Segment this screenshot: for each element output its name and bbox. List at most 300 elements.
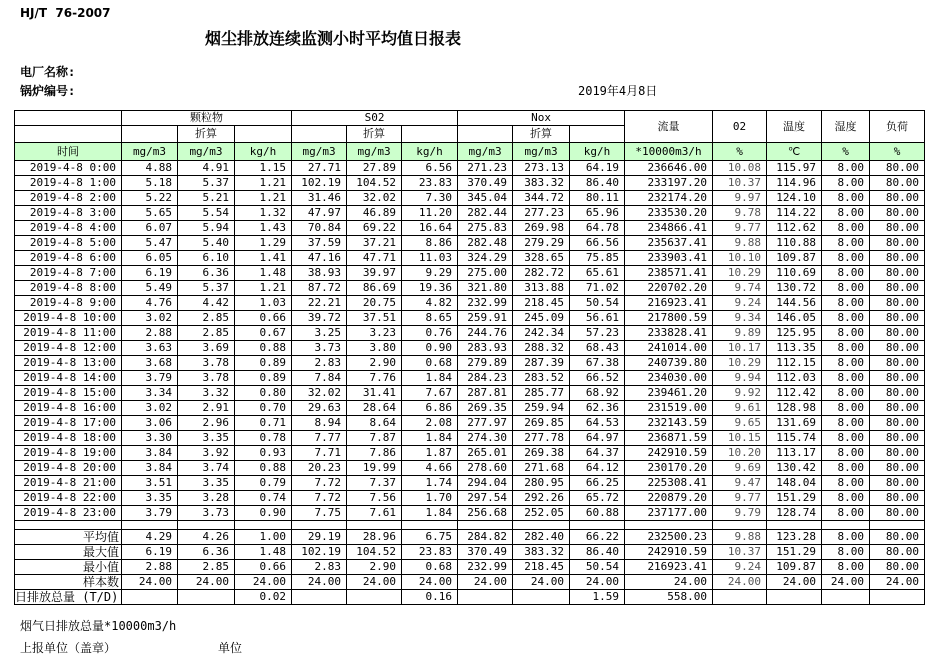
value-cell: 64.97 — [570, 431, 625, 446]
summary-value-cell: 24.00 — [570, 575, 625, 590]
spacer-cell — [235, 521, 292, 530]
summary-value-cell: 29.19 — [292, 530, 347, 545]
value-cell: 220702.20 — [625, 281, 713, 296]
time-cell: 2019-4-8 11:00 — [15, 326, 122, 341]
standard-number: HJ/T 76-2007 — [20, 6, 111, 20]
unit-nox-kgh: kg/h — [570, 143, 625, 161]
value-cell: 8.00 — [822, 341, 870, 356]
time-cell: 2019-4-8 18:00 — [15, 431, 122, 446]
value-cell: 241014.00 — [625, 341, 713, 356]
value-cell: 68.43 — [570, 341, 625, 356]
summary-value-cell — [292, 590, 347, 605]
value-cell: 239461.20 — [625, 386, 713, 401]
value-cell: 23.83 — [402, 176, 458, 191]
value-cell: 8.00 — [822, 266, 870, 281]
value-cell: 370.49 — [458, 176, 513, 191]
value-cell: 8.00 — [822, 461, 870, 476]
column-header-temp: 温度 — [767, 111, 822, 143]
column-header-load: 负荷 — [870, 111, 925, 143]
value-cell: 0.70 — [235, 401, 292, 416]
value-cell: 10.37 — [713, 176, 767, 191]
summary-value-cell: 151.29 — [767, 545, 822, 560]
value-cell: 128.98 — [767, 401, 822, 416]
value-cell: 9.79 — [713, 506, 767, 521]
summary-value-cell: 0.16 — [402, 590, 458, 605]
value-cell: 68.92 — [570, 386, 625, 401]
table-row — [15, 296, 925, 311]
unit-temp-celsius: ℃ — [767, 143, 822, 161]
value-cell: 0.71 — [235, 416, 292, 431]
value-cell: 5.22 — [122, 191, 178, 206]
time-cell: 2019-4-8 6:00 — [15, 251, 122, 266]
value-cell: 3.35 — [122, 491, 178, 506]
report-unit-label: 上报单位（盖章） — [20, 641, 117, 655]
unit-nox-mgm3: mg/m3 — [458, 143, 513, 161]
value-cell: 128.74 — [767, 506, 822, 521]
value-cell: 148.04 — [767, 476, 822, 491]
spacer-cell — [625, 521, 713, 530]
value-cell: 80.00 — [870, 206, 925, 221]
unit-so2-kgh: kg/h — [402, 143, 458, 161]
value-cell: 231519.00 — [625, 401, 713, 416]
value-cell: 321.80 — [458, 281, 513, 296]
value-cell: 8.00 — [822, 161, 870, 176]
value-cell: 7.61 — [347, 506, 402, 521]
value-cell: 80.00 — [870, 386, 925, 401]
value-cell: 7.37 — [347, 476, 402, 491]
value-cell: 113.35 — [767, 341, 822, 356]
value-cell: 287.81 — [458, 386, 513, 401]
value-cell: 10.10 — [713, 251, 767, 266]
value-cell: 20.75 — [347, 296, 402, 311]
value-cell: 1.32 — [235, 206, 292, 221]
unit-humidity-percent: % — [822, 143, 870, 161]
value-cell: 65.61 — [570, 266, 625, 281]
value-cell: 112.62 — [767, 221, 822, 236]
value-cell: 47.16 — [292, 251, 347, 266]
summary-value-cell: 23.83 — [402, 545, 458, 560]
value-cell: 5.18 — [122, 176, 178, 191]
table-body — [15, 161, 925, 605]
value-cell: 80.00 — [870, 266, 925, 281]
summary-value-cell: 80.00 — [870, 560, 925, 575]
empty-cell — [458, 126, 513, 143]
value-cell: 109.87 — [767, 251, 822, 266]
time-cell: 2019-4-8 8:00 — [15, 281, 122, 296]
value-cell: 277.97 — [458, 416, 513, 431]
value-cell: 313.88 — [513, 281, 570, 296]
value-cell: 345.04 — [458, 191, 513, 206]
value-cell: 10.17 — [713, 341, 767, 356]
value-cell: 297.54 — [458, 491, 513, 506]
header-units-row — [15, 143, 925, 161]
time-cell: 2019-4-8 4:00 — [15, 221, 122, 236]
value-cell: 22.21 — [292, 296, 347, 311]
value-cell: 146.05 — [767, 311, 822, 326]
summary-value-cell: 232.99 — [458, 560, 513, 575]
unit-pm-mgm3: mg/m3 — [122, 143, 178, 161]
summary-value-cell: 4.29 — [122, 530, 178, 545]
spacer-cell — [713, 521, 767, 530]
value-cell: 4.76 — [122, 296, 178, 311]
summary-value-cell: 66.22 — [570, 530, 625, 545]
value-cell: 0.78 — [235, 431, 292, 446]
summary-value-cell: 24.00 — [458, 575, 513, 590]
value-cell: 7.77 — [292, 431, 347, 446]
value-cell: 31.46 — [292, 191, 347, 206]
summary-value-cell: 8.00 — [822, 545, 870, 560]
value-cell: 114.96 — [767, 176, 822, 191]
value-cell: 6.10 — [178, 251, 235, 266]
value-cell: 80.00 — [870, 176, 925, 191]
summary-value-cell: 24.00 — [402, 575, 458, 590]
value-cell: 9.89 — [713, 326, 767, 341]
value-cell: 86.40 — [570, 176, 625, 191]
value-cell: 4.91 — [178, 161, 235, 176]
unit-label: 单位 — [218, 641, 243, 655]
summary-value-cell: 109.87 — [767, 560, 822, 575]
value-cell: 280.95 — [513, 476, 570, 491]
summary-value-cell: 50.54 — [570, 560, 625, 575]
page-title: 烟尘排放连续监测小时平均值日报表 — [205, 29, 462, 48]
value-cell: 31.41 — [347, 386, 402, 401]
value-cell: 0.90 — [235, 506, 292, 521]
value-cell: 64.37 — [570, 446, 625, 461]
value-cell: 0.89 — [235, 356, 292, 371]
summary-value-cell — [458, 590, 513, 605]
empty-cell — [292, 126, 347, 143]
value-cell: 328.65 — [513, 251, 570, 266]
empty-corner-cell — [15, 111, 122, 126]
value-cell: 10.29 — [713, 356, 767, 371]
value-cell: 269.35 — [458, 401, 513, 416]
value-cell: 284.23 — [458, 371, 513, 386]
spacer-row — [15, 521, 925, 530]
table-row — [15, 251, 925, 266]
value-cell: 8.00 — [822, 221, 870, 236]
summary-value-cell: 2.88 — [122, 560, 178, 575]
value-cell: 7.72 — [292, 476, 347, 491]
value-cell: 80.00 — [870, 296, 925, 311]
summary-value-cell: 80.00 — [870, 530, 925, 545]
time-cell: 2019-4-8 16:00 — [15, 401, 122, 416]
value-cell: 240739.80 — [625, 356, 713, 371]
value-cell: 37.21 — [347, 236, 402, 251]
table-row — [15, 506, 925, 521]
value-cell: 233197.20 — [625, 176, 713, 191]
value-cell: 8.64 — [347, 416, 402, 431]
value-cell: 225308.41 — [625, 476, 713, 491]
value-cell: 324.29 — [458, 251, 513, 266]
value-cell: 8.00 — [822, 296, 870, 311]
value-cell: 19.99 — [347, 461, 402, 476]
value-cell: 70.84 — [292, 221, 347, 236]
value-cell: 0.88 — [235, 461, 292, 476]
value-cell: 0.90 — [402, 341, 458, 356]
summary-value-cell: 1.59 — [570, 590, 625, 605]
value-cell: 1.84 — [402, 506, 458, 521]
value-cell: 10.15 — [713, 431, 767, 446]
summary-value-cell: 0.66 — [235, 560, 292, 575]
table-row — [15, 341, 925, 356]
value-cell: 0.88 — [235, 341, 292, 356]
value-cell: 80.00 — [870, 461, 925, 476]
value-cell: 3.35 — [178, 431, 235, 446]
value-cell: 1.15 — [235, 161, 292, 176]
value-cell: 242.34 — [513, 326, 570, 341]
value-cell: 259.94 — [513, 401, 570, 416]
summary-value-cell: 80.00 — [870, 545, 925, 560]
value-cell: 80.00 — [870, 356, 925, 371]
value-cell: 232143.59 — [625, 416, 713, 431]
converted-header-nox: 折算 — [513, 126, 570, 143]
time-cell: 2019-4-8 15:00 — [15, 386, 122, 401]
value-cell: 235637.41 — [625, 236, 713, 251]
value-cell: 6.36 — [178, 266, 235, 281]
summary-value-cell — [870, 590, 925, 605]
value-cell: 278.60 — [458, 461, 513, 476]
value-cell: 80.00 — [870, 311, 925, 326]
time-cell: 2019-4-8 0:00 — [15, 161, 122, 176]
value-cell: 6.86 — [402, 401, 458, 416]
summary-value-cell: 24.00 — [822, 575, 870, 590]
value-cell: 8.00 — [822, 401, 870, 416]
summary-value-cell: 370.49 — [458, 545, 513, 560]
value-cell: 27.71 — [292, 161, 347, 176]
value-cell: 32.02 — [292, 386, 347, 401]
time-cell: 2019-4-8 23:00 — [15, 506, 122, 521]
summary-value-cell: 24.00 — [713, 575, 767, 590]
value-cell: 3.73 — [178, 506, 235, 521]
value-cell: 8.00 — [822, 206, 870, 221]
value-cell: 0.89 — [235, 371, 292, 386]
summary-value-cell: 1.00 — [235, 530, 292, 545]
table-row — [15, 431, 925, 446]
value-cell: 216923.41 — [625, 296, 713, 311]
value-cell: 0.93 — [235, 446, 292, 461]
value-cell: 114.22 — [767, 206, 822, 221]
value-cell: 3.79 — [122, 506, 178, 521]
value-cell: 46.89 — [347, 206, 402, 221]
value-cell: 27.89 — [347, 161, 402, 176]
value-cell: 232174.20 — [625, 191, 713, 206]
value-cell: 8.00 — [822, 416, 870, 431]
spacer-cell — [15, 521, 122, 530]
value-cell: 234866.41 — [625, 221, 713, 236]
value-cell: 7.30 — [402, 191, 458, 206]
time-cell: 2019-4-8 9:00 — [15, 296, 122, 311]
value-cell: 110.88 — [767, 236, 822, 251]
value-cell: 236871.59 — [625, 431, 713, 446]
spacer-cell — [767, 521, 822, 530]
unit-nox-conv-mgm3: mg/m3 — [513, 143, 570, 161]
summary-value-cell: 8.00 — [822, 560, 870, 575]
time-cell: 2019-4-8 7:00 — [15, 266, 122, 281]
unit-so2-conv-mgm3: mg/m3 — [347, 143, 402, 161]
time-cell: 2019-4-8 10:00 — [15, 311, 122, 326]
table-row — [15, 461, 925, 476]
summary-value-cell: 6.36 — [178, 545, 235, 560]
value-cell: 1.43 — [235, 221, 292, 236]
summary-value-cell: 6.19 — [122, 545, 178, 560]
value-cell: 9.94 — [713, 371, 767, 386]
value-cell: 269.98 — [513, 221, 570, 236]
value-cell: 294.04 — [458, 476, 513, 491]
value-cell: 3.30 — [122, 431, 178, 446]
value-cell: 218.45 — [513, 296, 570, 311]
value-cell: 8.00 — [822, 446, 870, 461]
summary-value-cell: 232500.23 — [625, 530, 713, 545]
value-cell: 130.42 — [767, 461, 822, 476]
unit-so2-mgm3: mg/m3 — [292, 143, 347, 161]
empty-cell — [235, 126, 292, 143]
value-cell: 3.25 — [292, 326, 347, 341]
spacer-cell — [402, 521, 458, 530]
value-cell: 3.78 — [178, 371, 235, 386]
value-cell: 1.84 — [402, 371, 458, 386]
summary-value-cell — [347, 590, 402, 605]
summary-value-cell — [713, 590, 767, 605]
value-cell: 252.05 — [513, 506, 570, 521]
value-cell: 3.69 — [178, 341, 235, 356]
value-cell: 3.74 — [178, 461, 235, 476]
value-cell: 282.72 — [513, 266, 570, 281]
value-cell: 275.00 — [458, 266, 513, 281]
summary-value-cell: 282.40 — [513, 530, 570, 545]
value-cell: 47.71 — [347, 251, 402, 266]
value-cell: 64.53 — [570, 416, 625, 431]
value-cell: 234030.00 — [625, 371, 713, 386]
spacer-cell — [513, 521, 570, 530]
summary-value-cell: 4.26 — [178, 530, 235, 545]
value-cell: 217800.59 — [625, 311, 713, 326]
value-cell: 102.19 — [292, 176, 347, 191]
table-row — [15, 311, 925, 326]
value-cell: 236646.00 — [625, 161, 713, 176]
summary-row — [15, 545, 925, 560]
value-cell: 8.00 — [822, 476, 870, 491]
value-cell: 10.20 — [713, 446, 767, 461]
value-cell: 3.02 — [122, 401, 178, 416]
value-cell: 2.08 — [402, 416, 458, 431]
value-cell: 69.22 — [347, 221, 402, 236]
time-cell: 2019-4-8 22:00 — [15, 491, 122, 506]
value-cell: 292.26 — [513, 491, 570, 506]
summary-value-cell: 1.48 — [235, 545, 292, 560]
value-cell: 47.97 — [292, 206, 347, 221]
value-cell: 38.93 — [292, 266, 347, 281]
value-cell: 269.38 — [513, 446, 570, 461]
value-cell: 32.02 — [347, 191, 402, 206]
value-cell: 113.17 — [767, 446, 822, 461]
value-cell: 7.67 — [402, 386, 458, 401]
value-cell: 65.96 — [570, 206, 625, 221]
time-cell: 2019-4-8 3:00 — [15, 206, 122, 221]
value-cell: 3.06 — [122, 416, 178, 431]
value-cell: 80.00 — [870, 416, 925, 431]
table-row — [15, 476, 925, 491]
value-cell: 3.73 — [292, 341, 347, 356]
summary-value-cell: 123.28 — [767, 530, 822, 545]
empty-cell — [122, 126, 178, 143]
table-row — [15, 386, 925, 401]
unit-load-percent: % — [870, 143, 925, 161]
value-cell: 232.99 — [458, 296, 513, 311]
value-cell: 5.54 — [178, 206, 235, 221]
summary-value-cell: 24.00 — [292, 575, 347, 590]
value-cell: 130.72 — [767, 281, 822, 296]
value-cell: 8.65 — [402, 311, 458, 326]
summary-value-cell: 2.83 — [292, 560, 347, 575]
summary-value-cell: 86.40 — [570, 545, 625, 560]
value-cell: 86.69 — [347, 281, 402, 296]
value-cell: 56.61 — [570, 311, 625, 326]
summary-value-cell: 8.00 — [822, 530, 870, 545]
value-cell: 7.84 — [292, 371, 347, 386]
value-cell: 288.32 — [513, 341, 570, 356]
value-cell: 9.77 — [713, 221, 767, 236]
value-cell: 8.00 — [822, 176, 870, 191]
summary-value-cell: 24.00 — [178, 575, 235, 590]
value-cell: 282.44 — [458, 206, 513, 221]
value-cell: 7.75 — [292, 506, 347, 521]
value-cell: 80.00 — [870, 221, 925, 236]
value-cell: 80.00 — [870, 161, 925, 176]
time-cell: 2019-4-8 1:00 — [15, 176, 122, 191]
value-cell: 242910.59 — [625, 446, 713, 461]
value-cell: 279.29 — [513, 236, 570, 251]
value-cell: 9.74 — [713, 281, 767, 296]
time-cell: 2019-4-8 19:00 — [15, 446, 122, 461]
value-cell: 8.00 — [822, 311, 870, 326]
value-cell: 4.88 — [122, 161, 178, 176]
summary-row — [15, 590, 925, 605]
value-cell: 80.00 — [870, 281, 925, 296]
value-cell: 8.00 — [822, 386, 870, 401]
value-cell: 4.82 — [402, 296, 458, 311]
value-cell: 6.56 — [402, 161, 458, 176]
value-cell: 2.96 — [178, 416, 235, 431]
value-cell: 75.85 — [570, 251, 625, 266]
value-cell: 80.00 — [870, 236, 925, 251]
value-cell: 11.03 — [402, 251, 458, 266]
summary-row — [15, 575, 925, 590]
summary-value-cell: 104.52 — [347, 545, 402, 560]
value-cell: 245.09 — [513, 311, 570, 326]
value-cell: 115.97 — [767, 161, 822, 176]
summary-value-cell: 0.02 — [235, 590, 292, 605]
converted-header-pm: 折算 — [178, 126, 235, 143]
time-cell: 2019-4-8 12:00 — [15, 341, 122, 356]
table-row — [15, 446, 925, 461]
value-cell: 80.00 — [870, 326, 925, 341]
summary-value-cell: 2.85 — [178, 560, 235, 575]
value-cell: 7.86 — [347, 446, 402, 461]
plant-name-label: 电厂名称: — [20, 65, 76, 79]
value-cell: 8.00 — [822, 506, 870, 521]
value-cell: 112.42 — [767, 386, 822, 401]
value-cell: 19.36 — [402, 281, 458, 296]
value-cell: 0.67 — [235, 326, 292, 341]
summary-row — [15, 560, 925, 575]
value-cell: 7.71 — [292, 446, 347, 461]
value-cell: 80.00 — [870, 476, 925, 491]
summary-value-cell: 2.90 — [347, 560, 402, 575]
table-row — [15, 161, 925, 176]
summary-value-cell: 9.24 — [713, 560, 767, 575]
value-cell: 1.84 — [402, 431, 458, 446]
value-cell: 220879.20 — [625, 491, 713, 506]
